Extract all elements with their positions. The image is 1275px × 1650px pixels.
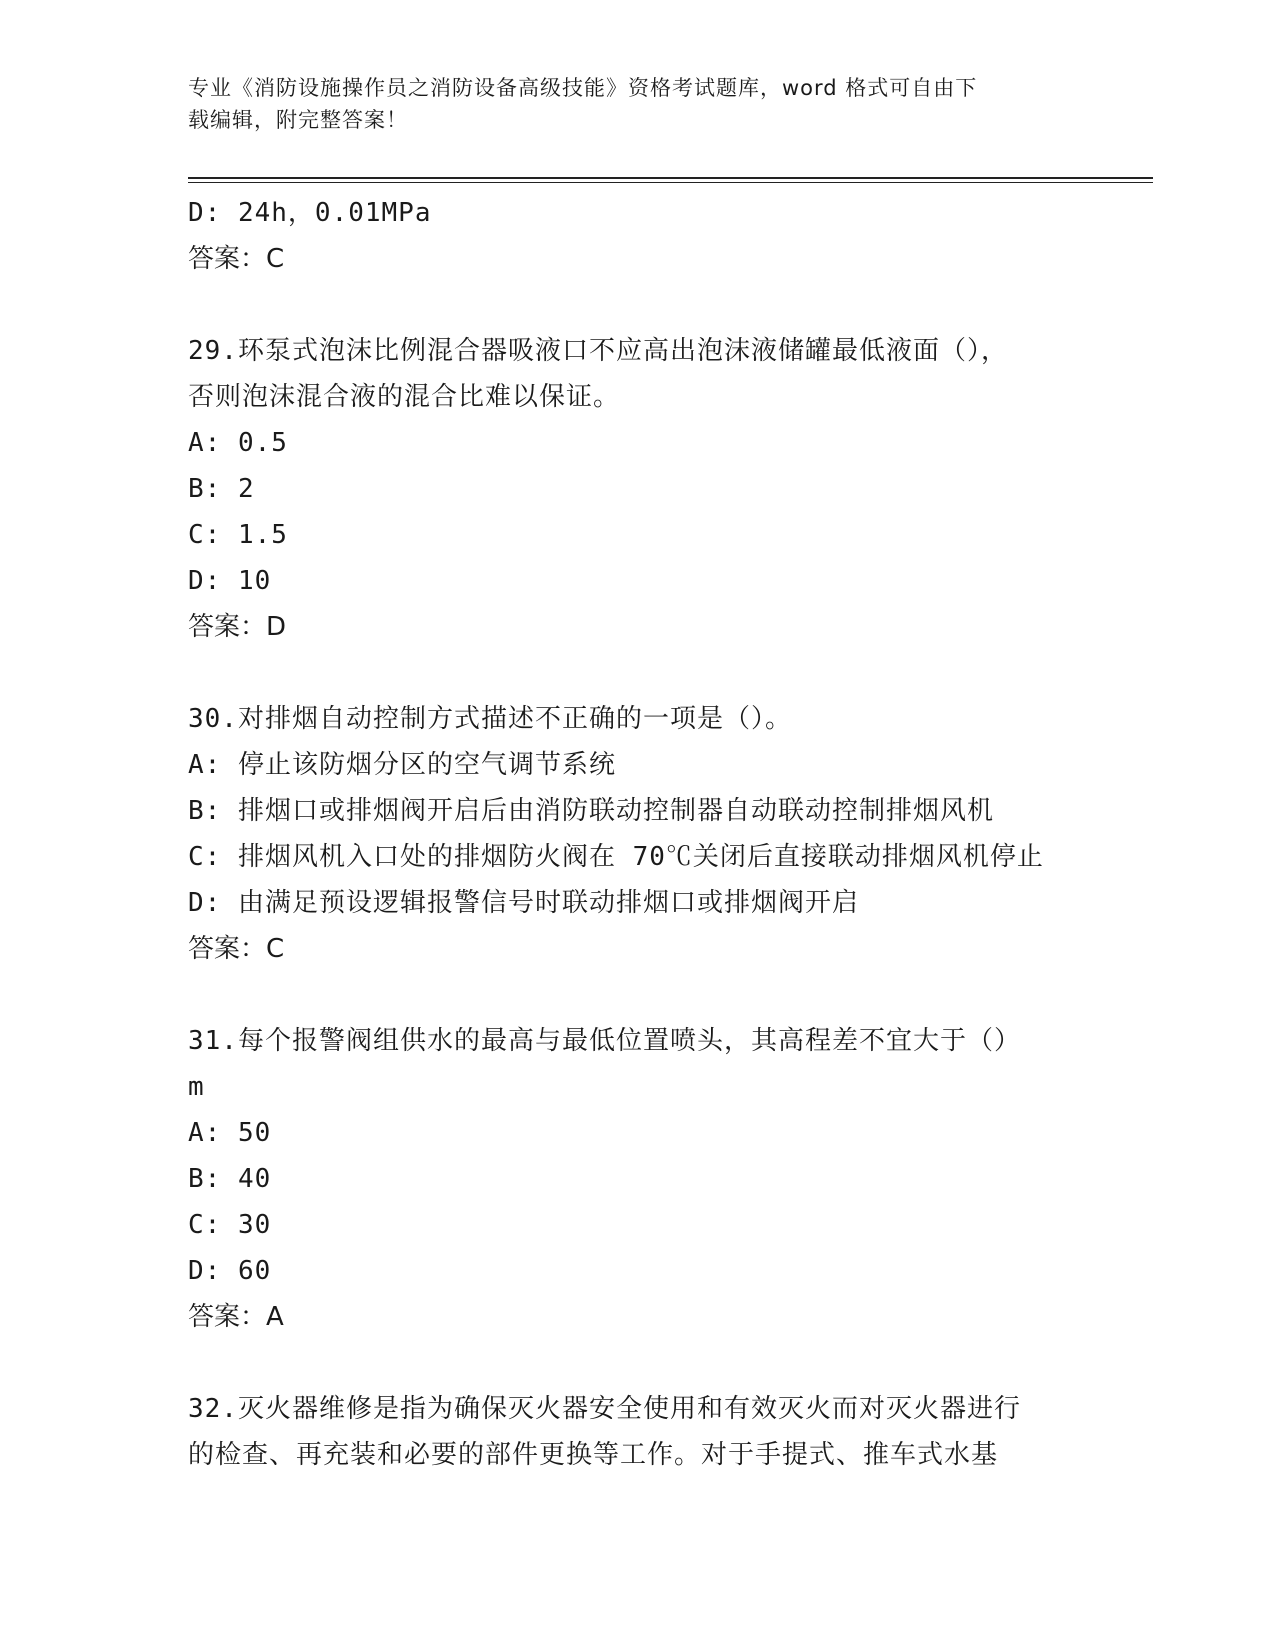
option-d: D: 由满足预设逻辑报警信号时联动排烟口或排烟阀开启 (188, 888, 859, 918)
answer: 答案：C (188, 244, 285, 274)
question-text-line-1: 31.每个报警阀组供水的最高与最低位置喷头，其高程差不宜大于（） (188, 1026, 1021, 1056)
document-body (188, 190, 1088, 1478)
header-line-2: 载编辑，附完整答案！ (188, 108, 408, 132)
option-d: D: 24h，0.01MPa (188, 198, 432, 228)
question-29 (188, 328, 1088, 650)
option-a: A: 0.5 (188, 428, 288, 458)
option-b: B: 2 (188, 474, 255, 504)
option-b: B: 排烟口或排烟阀开启后由消防联动控制器自动联动控制排烟风机 (188, 796, 994, 826)
header-rule-thick (188, 177, 1153, 179)
question-32 (188, 1386, 1088, 1478)
answer: 答案：C (188, 934, 285, 964)
option-d: D: 60 (188, 1256, 272, 1286)
option-a: A: 停止该防烟分区的空气调节系统 (188, 750, 616, 780)
option-b: B: 40 (188, 1164, 272, 1194)
question-text-line-2: 否则泡沫混合液的混合比难以保证。 (188, 382, 621, 412)
answer: 答案：A (188, 1302, 284, 1332)
question-text-line-1: 29.环泵式泡沫比例混合器吸液口不应高出泡沫液储罐最低液面（）， (188, 336, 1008, 366)
option-c: C: 排烟风机入口处的排烟防火阀在 70℃关闭后直接联动排烟风机停止 (188, 842, 1044, 872)
option-c: C: 30 (188, 1210, 272, 1240)
question-31 (188, 1018, 1088, 1340)
option-a: A: 50 (188, 1118, 272, 1148)
question-text-line-1: 30.对排烟自动控制方式描述不正确的一项是（）。 (188, 704, 792, 734)
header-line-1: 专业《消防设施操作员之消防设备高级技能》资格考试题库，word 格式可自由下 (188, 76, 978, 100)
question-text-line-2: 的检查、再充装和必要的部件更换等工作。对于手提式、推车式水基 (188, 1440, 999, 1470)
question-text-line-2: m (188, 1072, 205, 1102)
header-rule-thin (188, 182, 1153, 183)
question-text-line-1: 32.灭火器维修是指为确保灭火器安全使用和有效灭火而对灭火器进行 (188, 1394, 1021, 1424)
question-30 (188, 696, 1088, 972)
answer: 答案：D (188, 612, 287, 642)
option-c: C: 1.5 (188, 520, 288, 550)
document-header (188, 72, 1088, 136)
option-d: D: 10 (188, 566, 272, 596)
